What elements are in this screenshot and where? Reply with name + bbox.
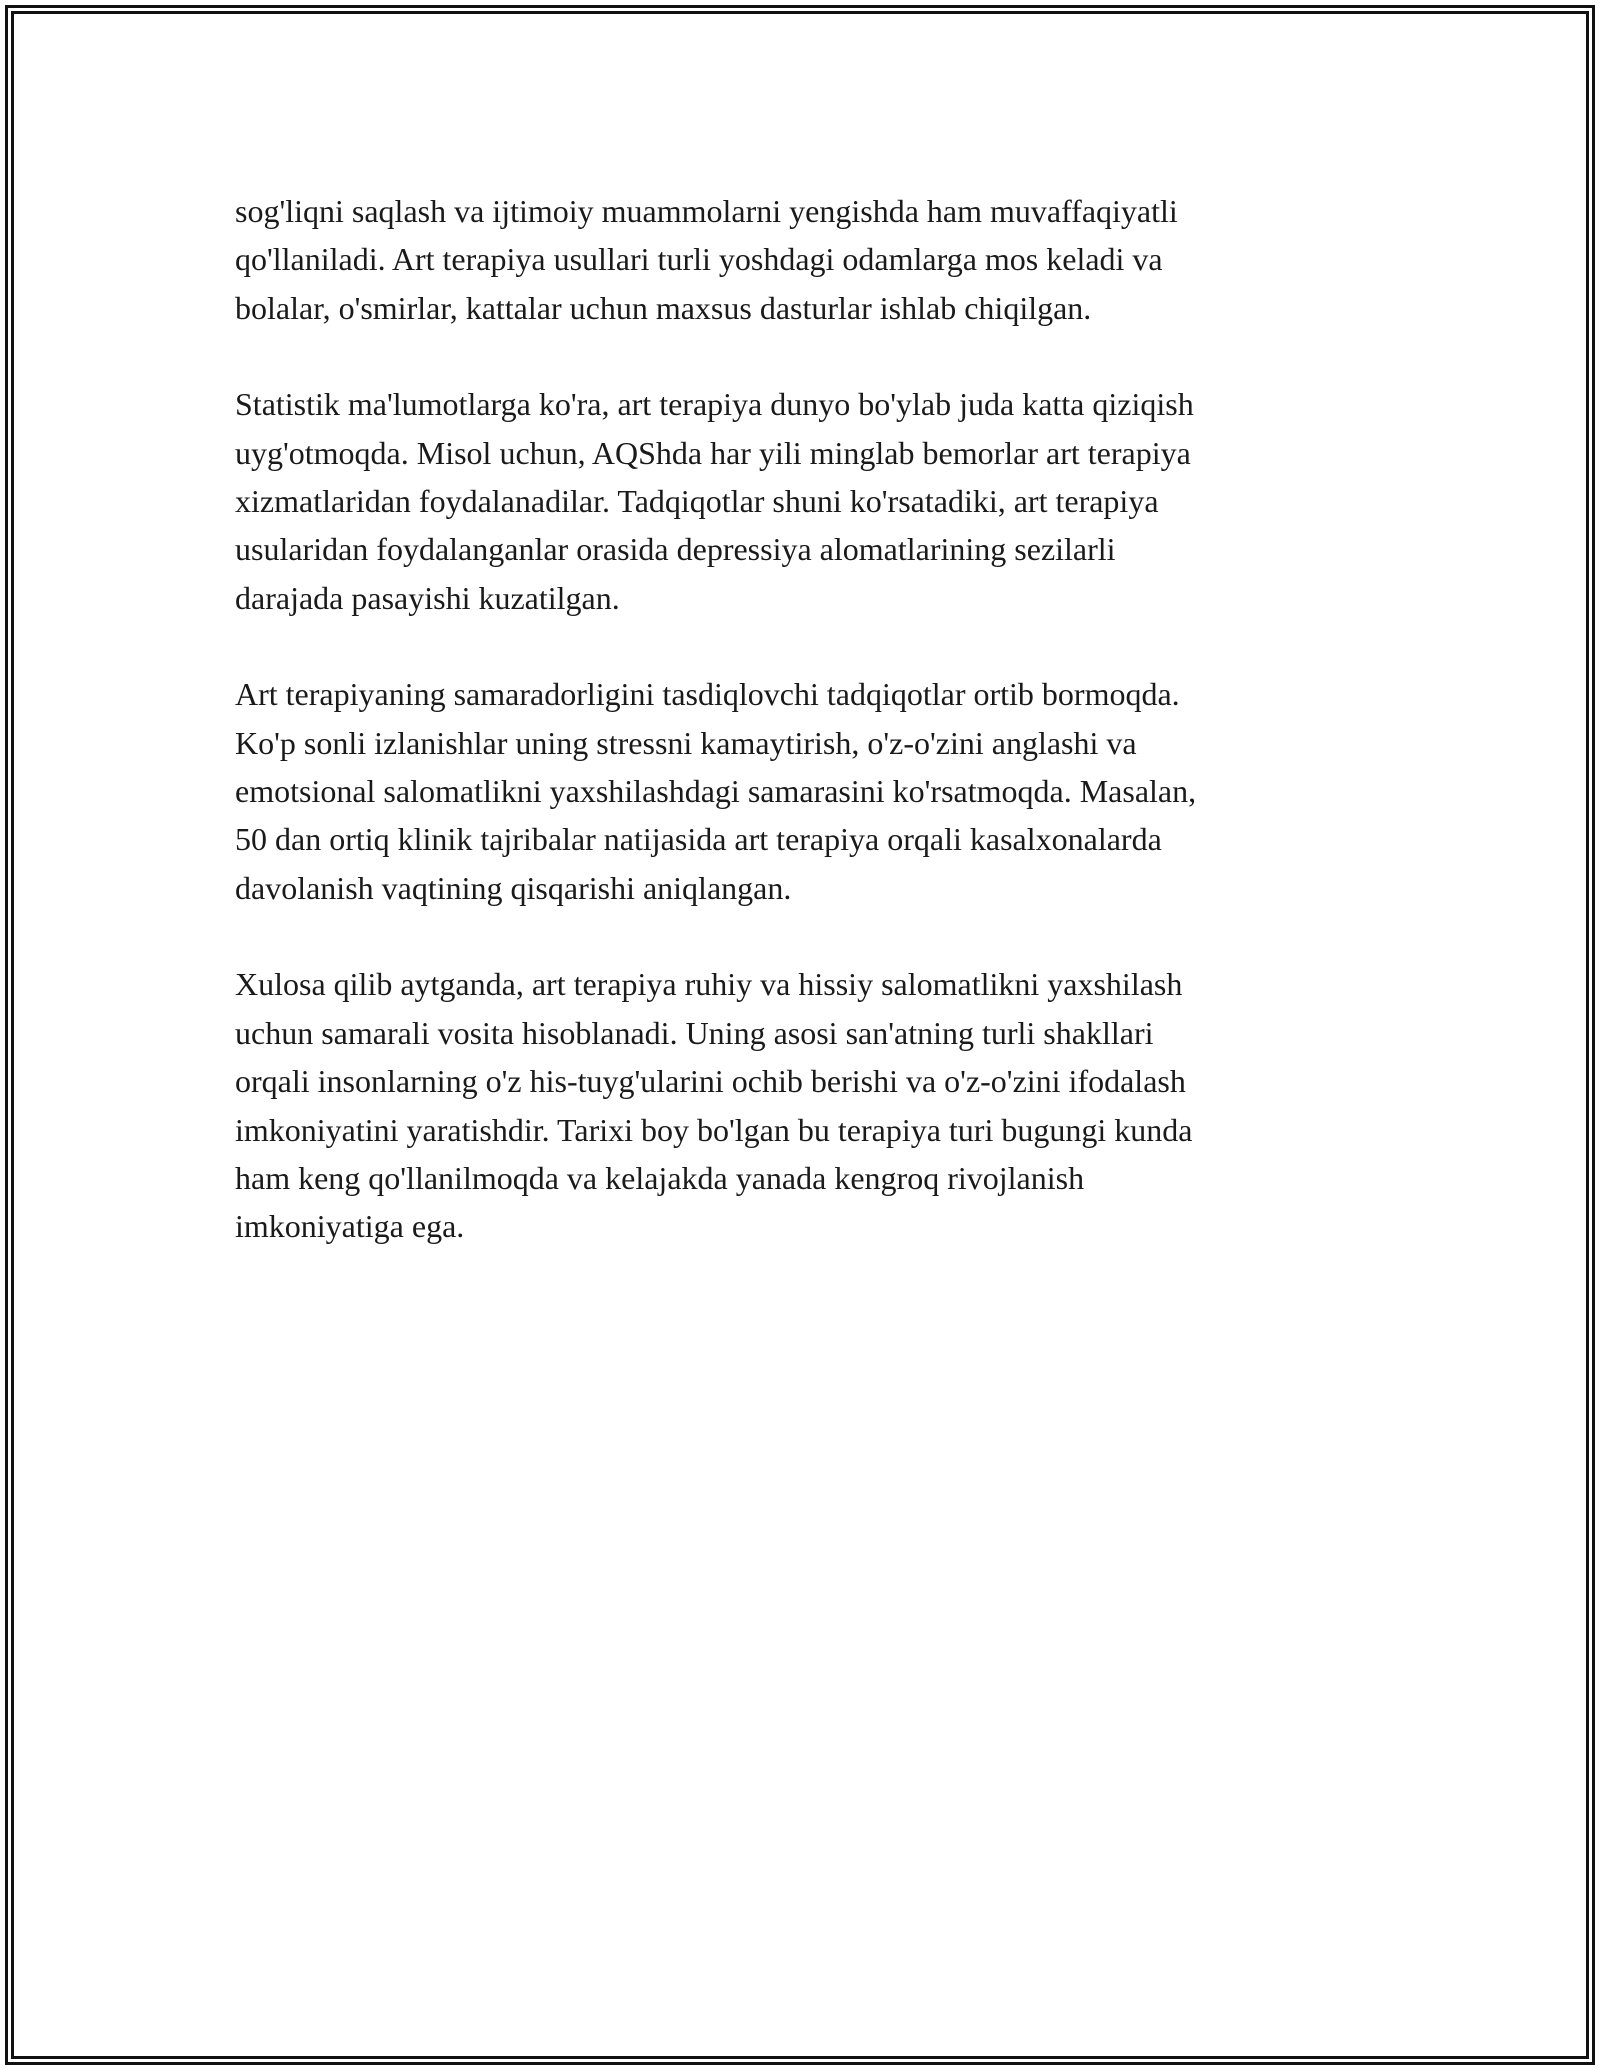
paragraph-1 (235, 187, 1365, 332)
text-line: davolanish vaqtining qisqarishi aniqlangan. (235, 869, 792, 906)
text-line: orqali insonlarning o'z his-tuyg'ularini ochib berishi va o'z-o'zini ifodalash (235, 1063, 1186, 1100)
text-line: bolalar, o'smirlar, kattalar uchun maxsus dasturlar ishlab chiqilgan. (235, 289, 1092, 326)
text-line: darajada pasayishi kuzatilgan. (235, 579, 620, 616)
text-line: emotsional salomatlikni yaxshilashdagi samarasini ko'rsatmoqda. Masalan, (235, 773, 1197, 810)
paragraph-3 (235, 670, 1365, 912)
text-line: Statistik ma'lumotlarga ko'ra, art terapiya dunyo bo'ylab juda katta qiziqish (235, 386, 1194, 423)
text-line: usularidan foydalanganlar orasida depressiya alomatlarining sezilarli (235, 531, 1116, 568)
text-line: Art terapiyaning samaradorligini tasdiqlovchi tadqiqotlar ortib bormoqda. (235, 676, 1180, 713)
text-line: imkoniyatini yaratishdir. Tarixi boy bo'lgan bu terapiya turi bugungi kunda (235, 1111, 1193, 1148)
text-line: 50 dan ortiq klinik tajribalar natijasida art terapiya orqali kasalxonalarda (235, 821, 1162, 858)
text-line: sog'liqni saqlash va ijtimoiy muammolarni yengishda ham muvaffaqiyatli (235, 193, 1178, 229)
text-line: uyg'otmoqda. Misol uchun, AQShda har yili minglab bemorlar art terapiya (235, 434, 1191, 471)
document-body (235, 187, 1365, 1299)
text-line: imkoniyatiga ega. (235, 1208, 465, 1245)
text-line: qo'llaniladi. Art terapiya usullari turli yoshdagi odamlarga mos keladi va (235, 241, 1163, 278)
text-line: Ko'p sonli izlanishlar uning stressni kamaytirish, o'z-o'zini anglashi va (235, 724, 1137, 761)
text-line: xizmatlaridan foydalanadilar. Tadqiqotlar shuni ko'rsatadiki, art terapiya (235, 483, 1159, 520)
text-line: ham keng qo'llanilmoqda va kelajakda yanada kengroq rivojlanish (235, 1159, 1085, 1196)
text-line: Xulosa qilib aytganda, art terapiya ruhiy va hissiy salomatlikni yaxshilash (235, 966, 1183, 1003)
paragraph-4 (235, 960, 1365, 1250)
text-line: uchun samarali vosita hisoblanadi. Uning asosi san'atning turli shakllari (235, 1014, 1154, 1051)
paragraph-2 (235, 380, 1365, 622)
